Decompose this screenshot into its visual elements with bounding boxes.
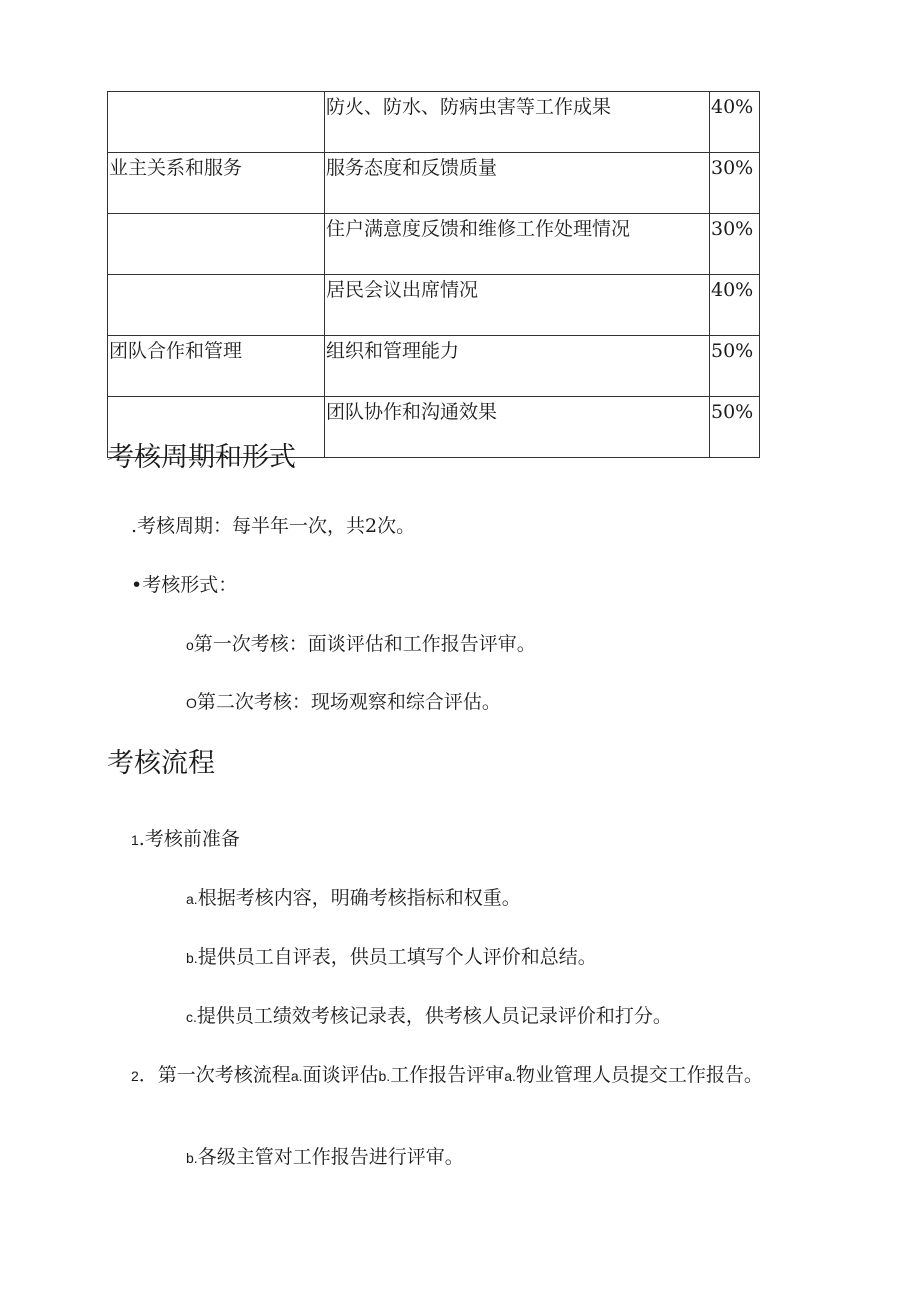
list-marker: o <box>186 637 194 653</box>
paragraph-form <box>131 572 237 598</box>
table-cell-weight: 40% <box>710 92 760 153</box>
table-cell-weight: 50% <box>710 397 760 458</box>
list-marker: . <box>131 515 138 537</box>
table-cell-weight: 50% <box>710 336 760 397</box>
list-marker: b. <box>186 950 198 966</box>
table-cell-item: 住户满意度反馈和维修工作处理情况 <box>325 214 710 275</box>
paragraph-first-review <box>186 631 536 658</box>
period-text: 考核周期：每半年一次，共2次。 <box>137 515 416 537</box>
table-cell-weight: 40% <box>710 275 760 336</box>
paragraph-step1-c <box>186 1003 672 1030</box>
step1-b-text: 提供员工自评表，供员工填写个人评价和总结。 <box>197 946 597 968</box>
step1-text: .考核前准备 <box>138 828 240 850</box>
paragraph-period <box>131 513 415 539</box>
list-marker: b. <box>186 1150 198 1166</box>
table-cell-item: 防火、防水、防病虫害等工作成果 <box>325 92 710 153</box>
table-row <box>108 92 760 153</box>
paragraph-step1 <box>131 826 240 853</box>
paragraph-step2-b <box>186 1144 464 1171</box>
step2-a-text: 面谈评估 <box>302 1064 379 1086</box>
bullet-marker: • <box>131 574 143 596</box>
table-cell-category <box>108 92 325 153</box>
paragraph-step1-b <box>186 944 597 971</box>
step1-a-text: 根据考核内容，明确考核指标和权重。 <box>197 887 521 909</box>
table-row <box>108 336 760 397</box>
table-cell-item: 团队协作和沟通效果 <box>325 397 710 458</box>
second-review-text: 第二次考核：现场观察和综合评估。 <box>196 691 501 713</box>
table-row <box>108 153 760 214</box>
table-cell-category <box>108 214 325 275</box>
list-marker: c. <box>186 1009 197 1025</box>
table-cell-weight: 30% <box>710 153 760 214</box>
table-cell-category: 业主关系和服务 <box>108 153 325 214</box>
table-cell-item: 服务态度和反馈质量 <box>325 153 710 214</box>
paragraph-step2 <box>107 1062 787 1089</box>
list-number: 2 <box>131 1068 139 1084</box>
step2-b-text: 工作报告评审 <box>390 1064 505 1086</box>
list-marker: a. <box>290 1068 303 1084</box>
table-cell-item: 组织和管理能力 <box>325 336 710 397</box>
list-marker: b. <box>378 1068 391 1084</box>
section-heading-cycle: 考核周期和形式 <box>107 442 296 473</box>
table-cell-item: 居民会议出席情况 <box>325 275 710 336</box>
step2-text: ．第一次考核流程 <box>138 1064 291 1086</box>
step2-b2-text: 各级主管对工作报告进行评审。 <box>197 1146 464 1168</box>
list-marker: a. <box>186 891 198 907</box>
kpi-table <box>107 91 760 458</box>
table-cell-weight: 30% <box>710 214 760 275</box>
list-marker: O <box>186 695 197 711</box>
step1-c-text: 提供员工绩效考核记录表，供考核人员记录评价和打分。 <box>196 1005 672 1027</box>
form-text: 考核形式： <box>142 574 238 596</box>
paragraph-step1-a <box>186 885 521 912</box>
first-review-text: 第一次考核：面谈评估和工作报告评审。 <box>193 633 536 655</box>
table-cell-category: 团队合作和管理 <box>108 336 325 397</box>
table-row <box>108 214 760 275</box>
step2-a2-text: 物业管理人员提交工作报告。 <box>515 1064 763 1086</box>
table-row <box>108 275 760 336</box>
table-cell-category <box>108 275 325 336</box>
paragraph-second-review <box>186 689 501 716</box>
section-heading-process: 考核流程 <box>107 748 215 779</box>
list-number: 1 <box>131 832 139 848</box>
list-marker: a. <box>504 1068 516 1084</box>
